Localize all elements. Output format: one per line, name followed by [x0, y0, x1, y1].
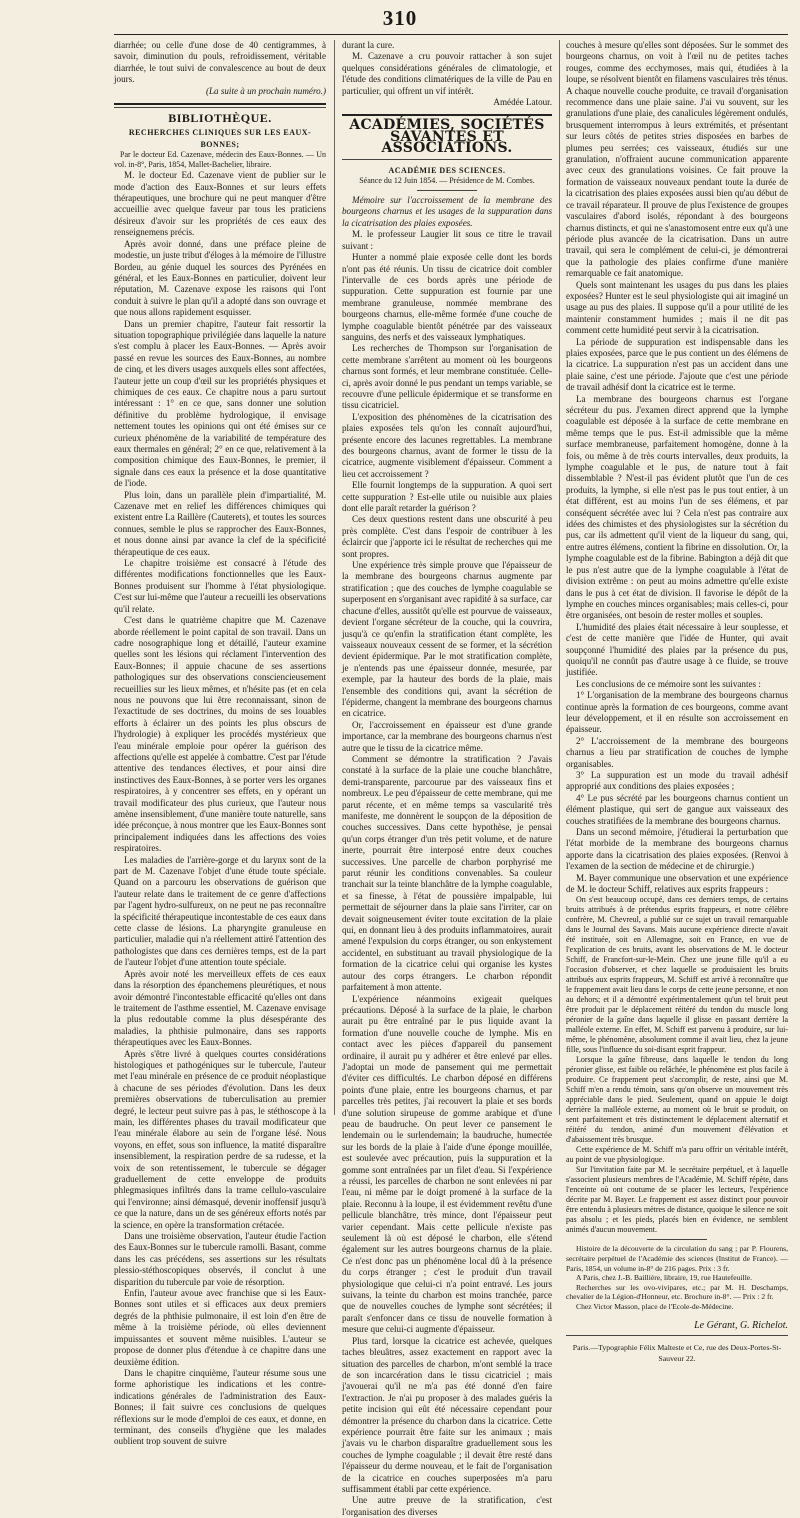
bibliography-entry: Recherches sur les ovo-vivipares, etc.; par M. H. Deschamps, chevalier de la Légion-d'Honneur, etc. Brochure in-8°. — Prix : 2 fr. — [566, 1282, 788, 1302]
col3-paragraph: Cette expérience de M. Schiff m'a paru offrir un véritable intérêt, au point de vue physiologique. — [566, 1145, 788, 1165]
bibliography-entry: A Paris, chez J.-B. Baillière, libraire, 19, rue Hautefeuille. — [576, 1273, 753, 1283]
col2-paragraph: Elle fournit longtemps de la suppuration. A quoi sert cette suppuration ? Est-elle utile ou nuisible aux plaies dont elle paraît retarder la guérison ? — [342, 480, 552, 514]
bibliography-entry: Histoire de la découverte de la circulation du sang ; par P. Flourens, secrétaire perpétuel de l'Académie des sciences (Institut de France). — Paris, 1854, un volume in-8° de 216 pages. Prix : 3 fr. — [566, 1244, 788, 1273]
col3-paragraph: Lorsque la gaîne fibreuse, dans laquelle le tendon du long péronier glisse, est faible ou relâchée, le phénomène est plus facile à produire. Ce frappement peut s'accomplir, de reste, ainsi que M. Schiff m'en a rendu témoin, sans qu'on observe un mouvement très appréciable dans le pied. Seulement, quand on appuie le doigt derrière la malléole externe, au moment où le bruit se produit, on sent parfaitement et très distinctement le déplacement alternatif et réitéré du tendon, animé d'un mouvement d'élévation et d'abaissement très brusque. — [566, 1055, 788, 1145]
col3-paragraph: M. Bayer communique une observation et une expérience de M. le docteur Schiff, relatives aux esprits frappeurs : — [566, 872, 788, 895]
academy-name: ACADÉMIE DES SCIENCES. — [388, 165, 506, 175]
col2-paragraph: Or, l'accroissement en épaisseur est d'une grande importance, car la membrane des bourgeons charnus n'est autre que le tissu de la cicatrice même. — [342, 719, 552, 753]
session-line: Séance du 12 Juin 1854. — Présidence de M. Combes. — [359, 176, 535, 186]
col2-paragraph: L'expérience néanmoins exigeait quelques précautions. Déposé à la surface de la plaie, le charbon aurait pu être entraîné par le pus liquide avant la formation d'une nouvelle couche de lymphe. Mis en contact avec les pièces d'appareil du pansement ordinaire, il aurait pu y adhérer et être enlevé par elles. J'adoptai un mode de pansement qui me permettait d'éviter ces difficultés. Le charbon déposé en différens points d'une plaie, entre les bourgeons charnus, et par parcelles très petites, j'ai recouvert la plaie et ses bords d'une solution sirupeuse de gomme arabique et d'une peau de baudruche. On peut lever ce pansement le lendemain ou le surlendemain; la baudruche, humectée sur les bords de la plaie à l'aide d'une éponge mouillée, est soulevée avec précaution, puis la suppuration et la gomme sont entraînées par un filet d'eau. Si l'expérience a réussi, les parcelles de charbon ne sont enlevées ni par l'eau, ni même par le doigt promené à la surface de la plaie. Reconnu à la loupe, il est évidemment revêtu d'une pellicule blanchâtre, très mince, dont l'épaisseur peut varier cependant. Mais cette pellicule n'existe pas seulement là où est déposé le charbon, elle s'étend également sur les autres bourgeons charnus de la plaie. Ce n'est donc pas un phénomène local dû à la présence du corps étranger ; c'est le produit d'un travail physiologique que celui-ci n'a point entravé. Les jours suivans, la teinte du charbon est moins tranchée, parce que de nouvelles couches de lymphe sont sécrétées; il paraît s'enfoncer dans ce tissu de nouvelle formation à mesure que celui-ci augmente d'épaisseur. — [342, 993, 552, 1335]
col2-paragraph: Plus tard, lorsque la cicatrice est achevée, quelques taches bleuâtres, assez exactement en rapport avec la situation des parcelles de charbon, m'ont semblé la trace de son incarcération dans le tissu cicatriciel ; mais j'avouerai qu'il ne m'a pas été donné d'en faire l'extraction. Je n'ai pu proposer à des malades guéris la petite incision qui eût été nécessaire cependant pour démontrer la présence du charbon dans la cicatrice. Cette expérience pourrait être faite sur les animaux ; mais j'avais vu le charbon disparaître graduellement sous les couches de lymphe coagulable ; il devait être resté dans l'épaisseur du derme nouveau, et le fait de l'organisation de la cicatrice en couches superposées m'a paru suffisamment établi par cette expérience. — [342, 1335, 552, 1494]
col1-paragraph: Après avoir donné, dans une préface pleine de modestie, un juste tribut d'éloges à la mémoire de l'illustre Bordeu, au génie duquel les sources des Pyrénées en général, et les Eaux-Bonnes en particulier, doivent leur réputation, M. Cazenave expose les raisons qui l'ont conduit à suivre le plan qu'il a adopté dans son ouvrage et que nous allons rapidement esquisser. — [114, 238, 326, 318]
column-1 — [114, 40, 326, 1447]
col3-paragraph: couches à mesure qu'elles sont déposées. Sur le sommet des bourgeons charnus, on voit à l'œil nu de petites taches rouges, comme des ecchymoses, mais qui, étudiées à la loupe, se résolvent bientôt en filamens vasculaires très ténus. A chaque nouvelle couche produite, ce travail d'organisation recommence dans une plaie saine. J'ai vu souvent, sur les granulations d'une plaie, des canalicules légèrement ondulés, brusquement interrompus à leurs extrémités, et présentant sur leurs côtés de petites stries disposées en barbes de plumes peu serrées; ces vaisseaux, étudiés sur une granulation, n'offraient aucune communication apparente avec ceux des granulations voisines. Ce fait prouve la formation de vaisseaux nouveaux pendant toute la durée de la cicatrisation des plaies exposées aussi bien qu'au début de ce travail réparateur. Il prouve de plus l'existence de groupes vasculaires d'abord isolés, répondant à des bourgeons charnus distincts, et qui ne s'anastomosent entre eux qu'à une période plus avancée de la cicatrisation. Dans un autre travail, qui sera le complément de celui-ci, je démontrerai que la pathologie des plaies confirme d'une manière remarquable ce fait anatomique. — [566, 40, 788, 279]
header-rule — [114, 34, 788, 35]
to-be-continued: (La suite à un prochain numéro.) — [205, 85, 326, 96]
col2-paragraph: Les recherches de Thompson sur l'organisation de cette membrane s'arrêtent au moment où les bourgeons charnus sont formés, et leur membrane constituée. Celle-ci, après avoir donné le pus pendant un temps variable, se recouvre d'une pellicule épidermique et se transforme en tissu cicatriciel. — [342, 343, 552, 411]
section-title-bibliotheque: BIBLIOTHÈQUE. — [168, 111, 272, 126]
col2-paragraph: Ces deux questions restent dans une obscurité à peu près complète. C'est dans l'espoir de contribuer à les éclaircir que j'apporte ici le résultat de recherches qui me sont propres. — [342, 514, 552, 559]
col2-paragraph: L'exposition des phénomènes de la cicatrisation des plaies exposées tels qu'on les connaît aujourd'hui, présente encore des lacunes regrettables. La membrane des bourgeons charnus, avant de former le tissu de la cicatrice, augmente visiblement d'épaisseur. Comment a lieu cet accroissement ? — [342, 411, 552, 479]
col2-paragraph: Hunter a nommé plaie exposée celle dont les bords n'ont pas été réunis. Un tissu de cicatrice doit combler l'intervalle de ces bords après une période de suppuration. Cette suppuration est fournie par une membrane granuleuse, nommée membrane des bourgeons charnus, elle-même formée d'une couche de lymphe coagulable bientôt pénétrée par des vaisseaux sanguins, des nerfs et des vaisseaux lymphatiques. — [342, 252, 552, 342]
gerant-signature: Le Gérant, G. Richelot. — [694, 1319, 788, 1331]
short-rule — [647, 1239, 707, 1240]
column-divider — [334, 40, 335, 1115]
col3-paragraph: Sur l'invitation faite par M. le secrétaire perpétuel, et à laquelle s'associent plusieurs membres de l'Académie, M. Schiff répète, dans l'enceinte où ont coutume de se placer les lecteurs, l'expérience décrite par M. Bayer. Le frappement est assez distinct pour pouvoir être entendu à plusieurs mètres de distance, quoique le silence ne soit pas absolu ; et les pieds, placés bien en évidence, ne semblent animés d'aucun mouvement. — [566, 1165, 788, 1235]
col1-paragraph: Dans une troisième observation, l'auteur étudie l'action des Eaux-Bonnes sur le tubercule ramolli. Basant, comme dans les cas précédens, ses assertions sur les résultats plessio-stéthoscopiques observés, il conclut à une disparition du tubercule par voie de résorption. — [114, 1231, 326, 1287]
col1-paragraph: C'est dans le quatrième chapitre que M. Cazenave aborde réellement le point capital de son travail. Dans un cadre nosographique long et détaillé, l'auteur examine quelles sont les lésions qui réclament l'intervention des Eaux-Bonnes; il appuie chacune de ses assertions pathologiques sur des observations consciencieusement recueillies sur les lieux mêmes, et n'hésite pas (et en cela nous ne pouvons que lui être reconnaissant, sinon de l'exactitude de ses doctrines, du moins de ses louables efforts à éclairer un des points les plus obscurs de l'hydrologie) à expliquer les procédés mystérieux que l'eau minérale emploie pour opérer la guérison des affections qu'elle est appelée à combattre. C'est par l'étude attentive des tendances électives, et pour ainsi dire instinctives des Eaux-Bonnes, à se porter vers les organes respiratoires, à y concentrer ses effets, en y opérant un travail modificateur des plus curieux, que l'auteur nous amène insensiblement, d'une manière toute naturelle, sans idée préconçue, à nous montrer que les Eaux-Bonnes sont principalement indiquées dans les affections des voies respiratoires. — [114, 615, 326, 854]
col1-paragraph: Plus loin, dans un parallèle plein d'impartialité, M. Cazenave met en relief les différences chimiques qui existent entre La Raillère (Cauterets), et toutes les sources connues, semble le plus se rapprocher des Eaux-Bonnes, et nous donne ainsi par avance la clef de la spécificité thérapeutique de ces eaux. — [114, 489, 326, 557]
col3-paragraph: 3° La suppuration est un mode du travail adhésif approprié aux conditions des plaies exposées ; — [566, 770, 788, 792]
section-rule — [114, 107, 326, 108]
col1-paragraph: Le chapitre troisième est consacré à l'étude des différentes modifications fonctionnelles que les Eaux-Bonnes produisent sur l'homme à l'état physiologique. C'est sur lui-même que l'auteur a recueilli les observations qu'il relate. — [114, 558, 326, 614]
column-3 — [566, 40, 788, 1364]
bibliography-list — [566, 1244, 788, 1311]
col3-paragraph: Les conclusions de ce mémoire sont les suivantes : — [576, 678, 761, 689]
col1-paragraph: Après avoir noté les merveilleux effets de ces eaux dans la résorption des épanchemens pleurétiques, et nous avoir démontré l'incontestable efficacité qu'elles ont dans le traitement de l'asthme essentiel, M. Cazenave envisage la plus redoutable comme la plus désespérante des maladies, la phthisie pulmonaire, dans ses rapports thérapeutiques avec les Eaux-Bonnes. — [114, 968, 326, 1048]
col3-paragraph: 4° Le pus sécrété par les bourgeons charnus contient un élément plastique, qui sert de gangue aux vaisseaux des couches stratifiées de la membrane des bourgeons charnus. — [566, 792, 788, 826]
col3-paragraph: 2° L'accroissement de la membrane des bourgeons charnus a lieu par stratification de couches de lymphe organisables. — [566, 735, 788, 769]
printer-imprint: Paris.—Typographie Félix Malteste et Ce, rue des Deux-Portes-St-Sauveur 22. — [572, 1343, 782, 1364]
col2-paragraph: Comment se démontre la stratification ? J'avais constaté à la surface de la plaie une couche blanchâtre, demi-transparente, parcourue par des vaisseaux fins et nombreux. Le peu d'épaisseur de cette membrane, qui me parut récente, et en même temps sa vascularité très manifeste, me donnèrent le soupçon de la déposition de couches successives. Dans cette hypothèse, je pensai qu'un corps étranger d'un très petit volume, et de nature inerte, pourrait être interposé entre deux couches successives. Une parcelle de charbon porphyrisé me parut réunir les conditions convenables. Sa couleur tranchait sur la teinte blanchâtre de la lymphe coagulable, et sa finesse, à l'état de poussière impalpable, lui permettait de séjourner dans la plaie sans l'irriter, car on devait soigneusement éviter toute excitation de la plaie qui, en donnant lieu à des produits inflammatoires, aurait amené l'expulsion du corps étranger, ou son enkystement accidentel, en substituant au travail physiologique de la formation de la cicatrice celui qui organise les kystes autour des corps étrangers. Le charbon répondit parfaitement à mon attente. — [342, 753, 552, 993]
section-rule — [114, 103, 326, 105]
col1-paragraph: Dans le chapitre cinquième, l'auteur résume sous une forme aphoristique les indications et les contre-indications générales de l'administration des Eaux-Bonnes; il fait suivre ces conclusions de quelques réflexions sur le mode d'emploi de ces eaux, et donne, en terminant, des conseils d'hygiène que les malades oublient trop souvent de suivre — [114, 1367, 326, 1447]
col2-intro: durant la cure. — [342, 40, 395, 50]
col3-paragraph: La membrane des bourgeons charnus est l'organe sécréteur du pus. J'examen direct apprend que la lymphe coagulable est déposée à la surface de cette membrane en même temps que le pus. Est-il admissible que la même surface membraneuse, parfaitement homogène, donne à la fois, ou même à de très courts intervalles, deux produits, la lymphe coagulable et le pus, de nature tout à fait dissemblable ? N'est-il pas évident plutôt que l'un de ces produits, la lymphe, si elle n'est pas le pus tout entier, à un état différent, est au moins l'un de ses élémens, et par conséquent sécrétée avec lui ? Cela n'est pas contraire aux idées des chimistes et des physiologistes sur la sécrétion du pus, car ils admettent qu'il vient de la liqueur du sang, qui, entre autres élémens, contient la fibrine en dissolution. Or, la lymphe coagulable est de la fibrine. Babington a déjà dit que le pus n'est autre que de la lymphe coagulable à l'état de division extrême : on peut au moins admettre qu'elle existe dans le pus à cet état de division. Il favorise le dépôt de la lymphe en couches minces organisables; mais celles-ci, pour être organisées, ont besoin de rester molles et souples. — [566, 393, 788, 621]
section-title-academies: ACADÉMIES, SOCIÉTÉS SAVANTES ET ASSOCIATIONS. — [349, 117, 545, 157]
col3-paragraph: L'humidité des plaies était nécessaire à leur souplesse, et c'est de cette manière que l'idée de Hunter, qui avait soupçonné l'humidité des plaies par la présence du pus, quoiqu'il ne connût pas d'autre usage à ce fluide, se trouve justifiée. — [566, 621, 788, 678]
memoir-title: Mémoire sur l'accroissement de la membrane des bourgeons charnus et les usages de la suppuration dans la cicatrisation des plaies exposées. — [342, 195, 552, 228]
col2-paragraph: Une autre preuve de la stratification, c'est l'organisation des diverses — [342, 1495, 552, 1517]
col2-paragraph: Une expérience très simple prouve que l'épaisseur de la membrane des bourgeons charnus augmente par stratification ; que des couches de lymphe coagulable se superposent en s'organisant avec rapidité à sa surface, car chacune d'elles, aussitôt qu'elle est pourvue de vaisseaux, devient l'organe sécréteur de la couche, qui la couvrira, jusqu'à ce qu'enfin la stratification étant complète, les vaisseaux nouveaux cessent de se former, et la sécrétion devient épidermique. Par le mot stratification complète, je n'entends pas une épaisseur donnée, mesurée, par exemple, par la hauteur des bords de la plaie, mais l'ensemble des conditions qui, avant la sécrétion de l'épiderme, changent la membrane des bourgeons charnus en cicatrice. — [342, 560, 552, 719]
col2-intro: M. Cazenave a cru pouvoir rattacher à son sujet quelques considérations générales de climatologie, et l'étude des conditions climatériques de la ville de Pau en particulier, qui offrent un vif intérêt. — [342, 51, 552, 96]
col3-paragraph: Quels sont maintenant les usages du pus dans les plaies exposées? Hunter est le seul physiologiste qui ait imaginé un usage au pus des plaies. Il suppose qu'il a pour utilité de les maintenir constamment humides ; mais il ne dit pas comment cette humidité peut servir à la cicatrisation. — [566, 279, 788, 336]
book-author: Par le docteur Ed. Cazenave, médecin des Eaux-Bonnes. — Un vol. in-8°, Paris, 1854, Mallet-Bachelier, libraire. — [114, 150, 326, 170]
column-2 — [342, 40, 552, 1517]
col2-paragraph: M. le professeur Laugier lit sous ce titre le travail suivant : — [342, 229, 552, 251]
signature-latour: Amédée Latour. — [493, 97, 552, 108]
bibliography-entry: Chez Victor Masson, place de l'Ecole-de-Médecine. — [576, 1302, 734, 1312]
col3-paragraph: Dans un second mémoire, j'étudierai la perturbation que l'état morbide de la membrane des bourgeons charnus apporte dans la cicatrisation des plaies exposées. (Renvoi à l'examen de la section de médecine et de chirurgie.) — [566, 827, 788, 872]
page-number: 310 — [382, 6, 418, 30]
footer-rule — [566, 1335, 788, 1336]
short-rule — [417, 190, 477, 191]
col1-intro: diarrhée; ou celle d'une dose de 40 centigrammes, à savoir, diminution du pouls, refroidissement, véritable diarrhée, le tout suivi de convalescence au bout de deux jours. — [114, 40, 326, 85]
column-divider — [559, 40, 560, 1115]
book-title: RECHERCHES CLINIQUES SUR LES EAUX-BONNES; — [128, 128, 312, 149]
col1-paragraph: Les maladies de l'arrière-gorge et du larynx sont de la part de M. Cazenave l'objet d'une étude toute spéciale. Quand on a parcouru les observations de guérison que l'auteur relate dans le traitement de ce genre d'affections par l'agent hydro-sulfureux, on ne peut ne pas reconnaître la spécificité thérapeutique incontestable de ces eaux dans cette classe de lésions. La pharyngite granuleuse en particulier, maladie qui n'a réellement attiré l'attention des pathologistes que dans ces dernières temps, est de la part de l'auteur l'objet d'une attention toute spéciale. — [114, 854, 326, 968]
col1-paragraph: M. le docteur Ed. Cazenave vient de publier sur le mode d'action des Eaux-Bonnes et sur leurs effets thérapeutiques, une brochure qui ne peut manquer d'être accueillie avec quelque faveur par tous les praticiens désireux d'avoir sur les propriétés de ces eaux des renseignemens précis. — [114, 170, 326, 238]
col3-paragraph: 1° L'organisation de la membrane des bourgeons charnus continue après la formation de ces bourgeons, comme avant leur développement, et il en résulte son accroissement en épaisseur. — [566, 690, 788, 735]
col1-paragraph: Dans un premier chapitre, l'auteur fait ressortir la situation topographique privilégiée dans laquelle la nature s'est complu à placer les Eaux-Bonnes. — Après avoir passé en revue les sources des Eaux-Bonnes, au nombre de cinq, et les divers usages auxquels elles sont affectées, l'auteur jette un coup d'œil sur les propriétés physiques et chimiques de ces eaux. Ce chapitre nous a paru surtout intéressant : 1° en ce que, sans donner une solution définitive du problème hydrologique, il envisage nettement toutes les opinions qui ont été émises sur ce curieux phénomène de la variabilité de température des eaux thermales en général; 2° en ce que, relativement à la composition chimique des Eaux-Bonnes, le premier, il signale dans ces eaux la présence et la dose quantitative de l'iode. — [114, 318, 326, 489]
col1-paragraph: Enfin, l'auteur avoue avec franchise que si les Eaux-Bonnes sont utiles et si efficaces aux deux premiers degrés de la phthisie pulmonaire, il est loin d'en être de même à la troisième période, où elles deviennent impuissantes et souvent même nuisibles. L'auteur se propose de donner plus d'étendue à ce chapitre dans une deuxième édition. — [114, 1288, 326, 1367]
col3-paragraph: On s'est beaucoup occupé, dans ces derniers temps, de certains bruits attribués à de prétendus esprits frappeurs, et notre célèbre confrère, M. Chevreul, a publié sur ce sujet un travail remarquable dans le Journal des Savans. Mais aucune expérience directe n'avait été instituée, soit en Allemagne, soit en France, en vue de l'explication de ces bruits, avant les observations de M. le docteur Schiff, de Francfort-sur-le-Mein. Chez une jeune fille qu'il a eu l'occasion d'observer, et chez laquelle se produisaient les bruits attribués aux esprits frappeurs, M. Schiff est arrivé à reconnaître que le frappement avait lieu dans le corps de cette jeune personne, et non au dehors; et il a démontré expérimentalement qu'un tel bruit peut être produit par le déplacement réitéré du tendon du muscle long péronier de la gaîne dans laquelle il glisse en passant derrière la malléole externe. En effet, M. Schiff est parvenu à produire, sur lui-même, le phénomène, absolument comme il avait lieu, chez la jeune fille, sous l'influence du soi-disant esprit frappeur. — [566, 895, 788, 1055]
section-rule — [342, 159, 552, 160]
col3-paragraph: La période de suppuration est indispensable dans les plaies exposées, parce que le pus contient un des élémens de la cicatrice. La suppuration n'est pas un accident dans une plaie saine, c'est une période. J'ajoute que c'est une période de travail adhésif dont la cicatrice est le terme. — [566, 336, 788, 393]
col1-paragraph: Après s'être livré à quelques courtes considérations histologiques et pathogéniques sur le tubercule, l'auteur met l'eau minérale en présence de ce produit néoplastique à chacune de ses périodes d'évolution. Dans les deux premières observations de tuberculisation au premier degré, le lecteur peut suivre pas à pas, le stéthoscope à la main, les différentes phases du travail modificateur que l'eau minérale élabore au sein de l'organe lésé. Nous voyons, en effet, sous son influence, la matité disparaître insensiblement, la respiration perdre de sa rudesse, et la voix de son retentissement, le tubercule se dégager graduellement de cette enveloppe de produits phlegmasiques infiltrés dans la trame cellulo-vasculaire qui l'environne; ainsi démasqué, devenir inoffensif jusqu'à ce que la nature, dans un de ses généreux efforts notés par la science, en opère la transformation crétacée. — [114, 1048, 326, 1230]
